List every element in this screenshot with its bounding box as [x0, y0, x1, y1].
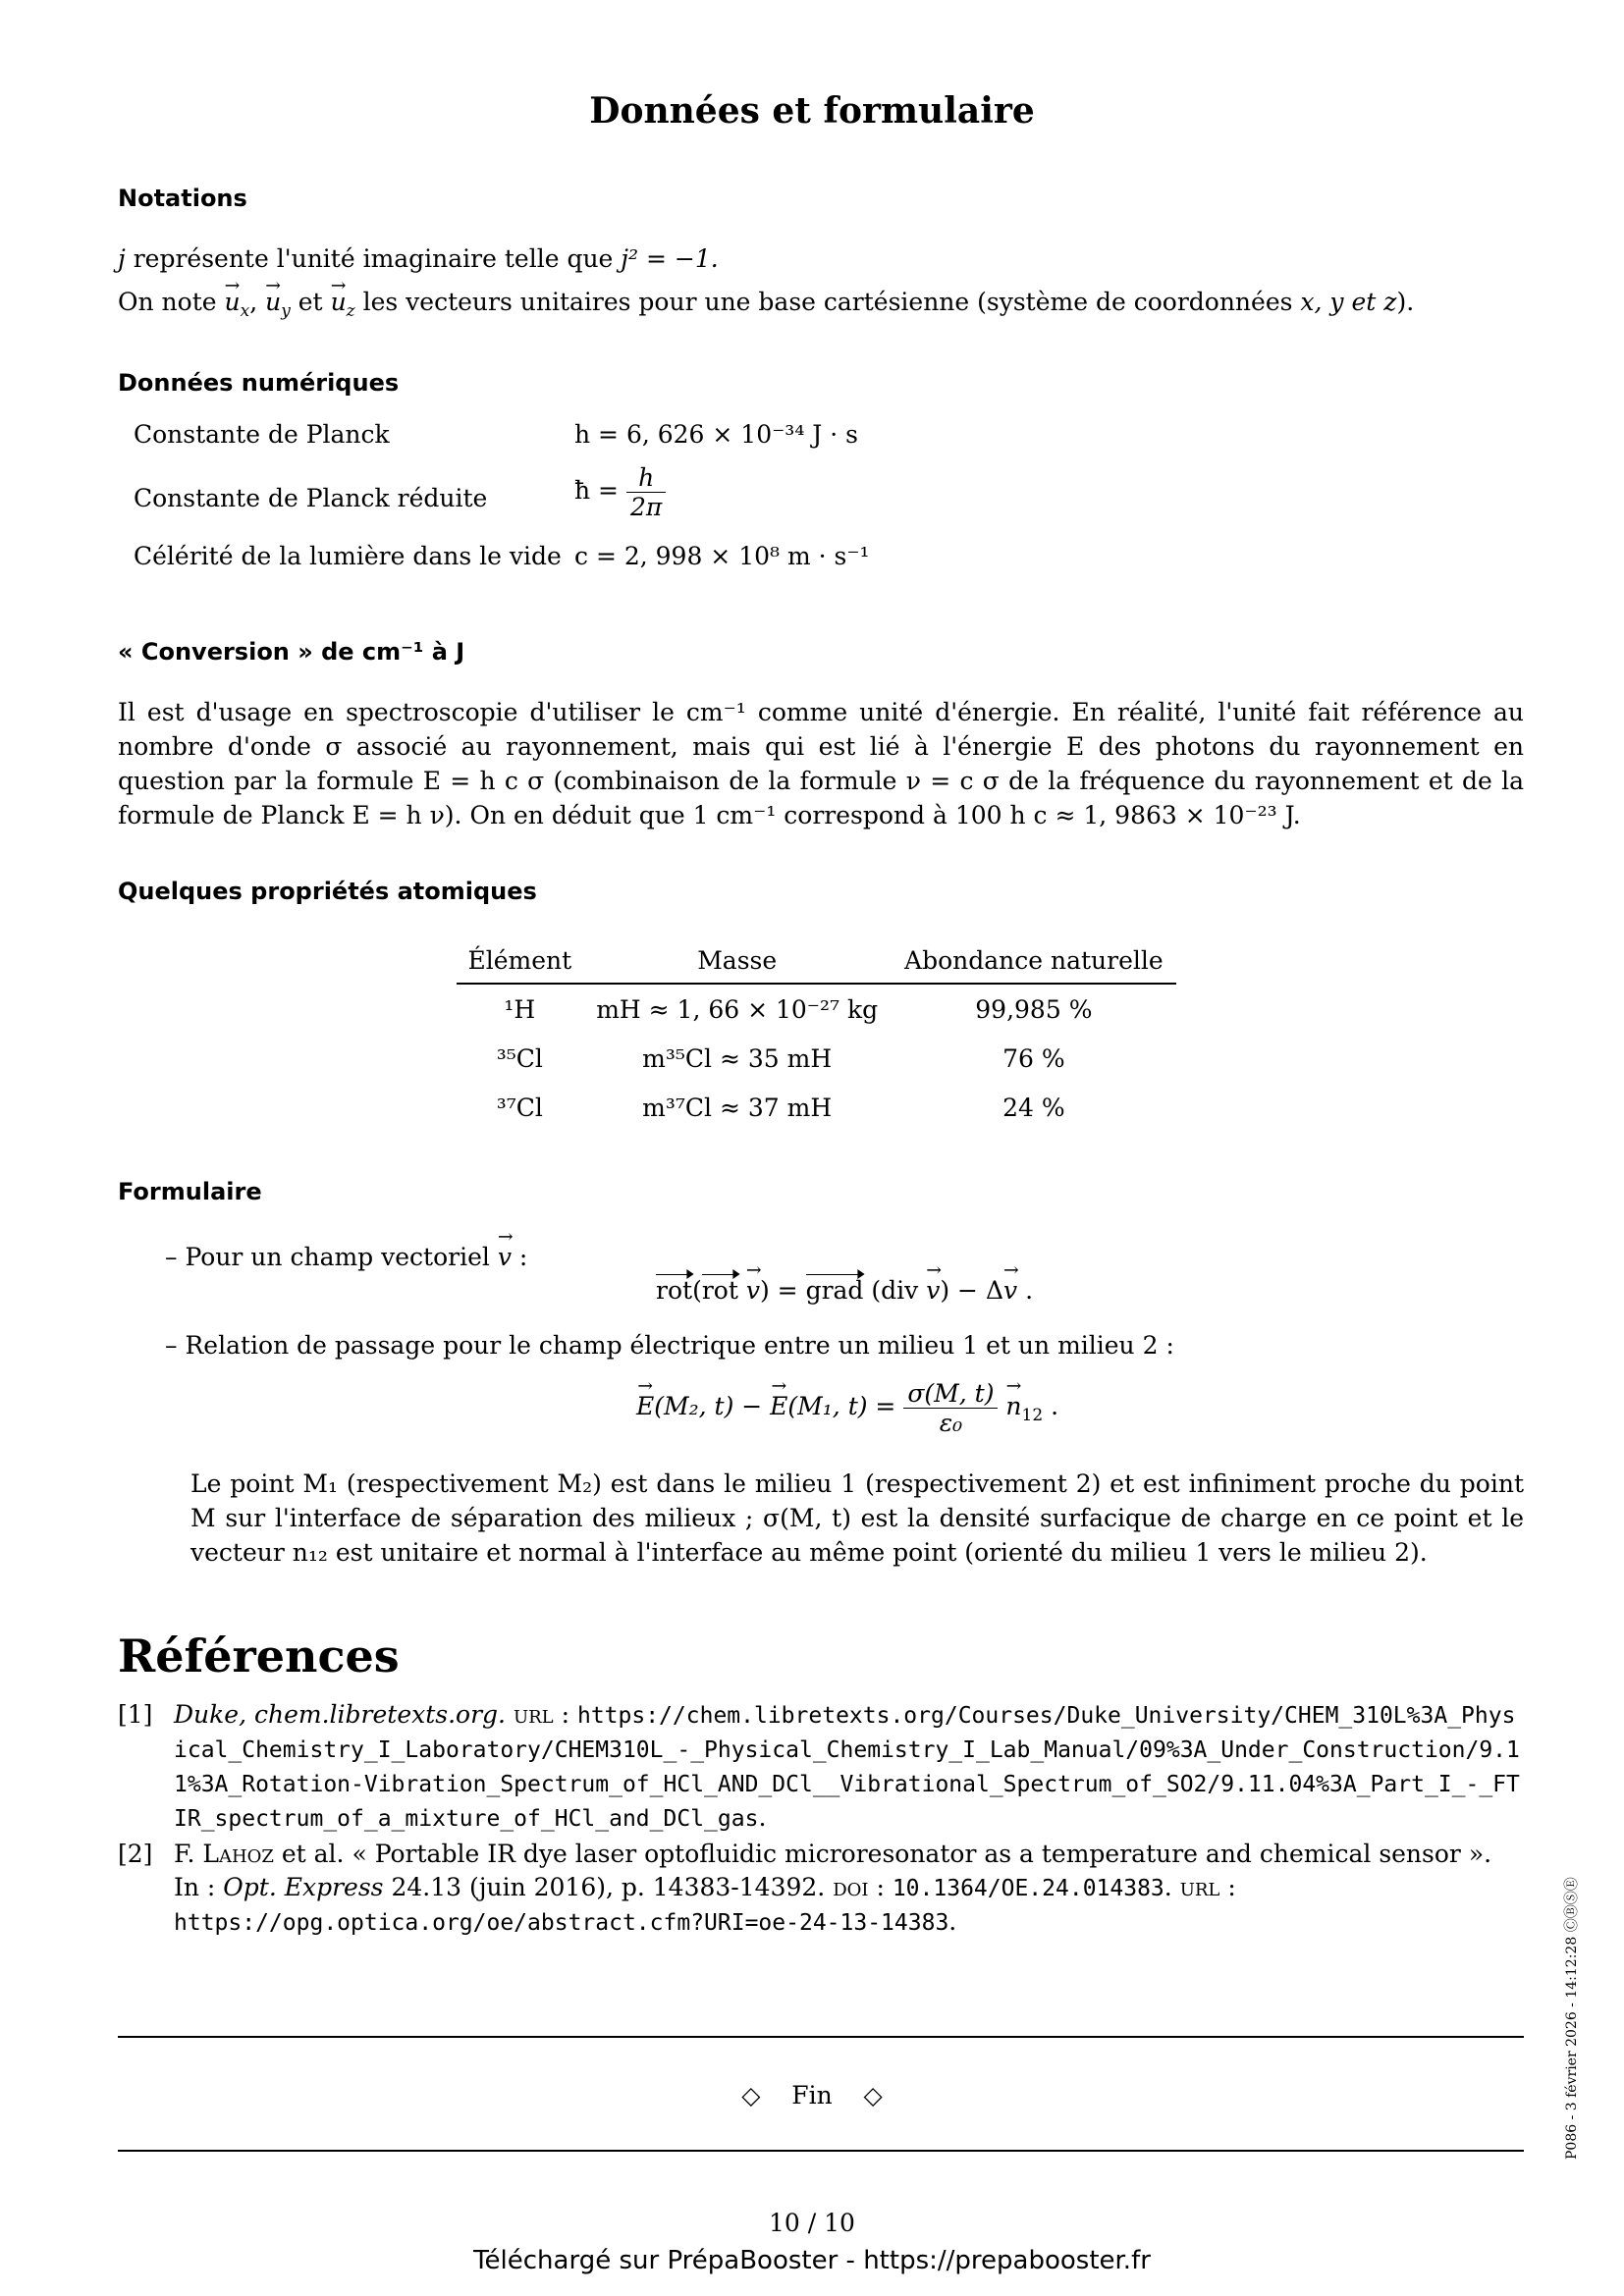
fraction-denominator: ε₀	[939, 1409, 963, 1437]
column-header-abundance: Abondance naturelle	[892, 937, 1176, 984]
boundary-note: Le point M₁ (respectivement M₂) est dans le milieu 1 (respectivement 2) et est infiniment proche du point M sur l'interface de séparation des milieux ; σ(M, t) est la densité surfacique de charge en ce point et le vecteur n₁₂ est unitaire et normal à l'interface au même point (orienté du milieu 1 vers le milieu 2).	[190, 1469, 1524, 1567]
cell-abundance: 99,985 %	[975, 994, 1093, 1024]
reference-1-colon: :	[553, 1700, 577, 1729]
cell-element: ³⁷Cl	[496, 1093, 543, 1122]
page-title: Données et formulaire	[589, 90, 1035, 132]
reduced-planck-label: Constante de Planck réduite	[134, 484, 488, 512]
planck-label: Constante de Planck	[134, 420, 390, 449]
reference-2-author: Lahoz	[202, 1840, 274, 1868]
boundary-formula-m2: (M₂, t) −	[654, 1392, 771, 1420]
page-number: 10 / 10	[769, 2209, 855, 2237]
column-header-element: Élément	[457, 937, 583, 984]
vector-uz: → u	[331, 285, 347, 320]
reference-1-source: Duke, chem.libretexts.org.	[174, 1700, 506, 1729]
bullet-1-colon: :	[511, 1243, 528, 1271]
vector-n: → n	[1005, 1392, 1021, 1420]
table-row	[457, 1034, 1176, 1083]
formulaire-heading: Formulaire	[118, 1178, 262, 1205]
notations-line-2-text: les vecteurs unitaires pour une base cartésienne (système de coordonnées	[354, 288, 1301, 316]
atomic-properties-table	[457, 937, 1176, 1132]
table-row	[457, 984, 1176, 1034]
numeric-data-heading: Données numériques	[118, 369, 400, 397]
column-header-mass: Masse	[583, 937, 892, 984]
atomic-properties-heading: Quelques propriétés atomiques	[118, 878, 537, 905]
div-operator: (div	[871, 1276, 927, 1305]
fraction-denominator: 2π	[629, 493, 663, 521]
cell-mass: m³⁵Cl ≈ 35 mH	[642, 1043, 833, 1073]
reference-2-details: 24.13 (juin 2016), p. 14383-14392.	[383, 1873, 834, 1901]
vector-uy-sub: y	[281, 301, 291, 321]
vector-v: → v	[926, 1276, 940, 1305]
fraction-numerator: h	[626, 463, 666, 493]
conversion-heading: « Conversion » de cm⁻¹ à J	[118, 638, 465, 666]
reference-2-title: et al. « Portable IR dye laser optofluidic microresonator as a temperature and chemical sensor ». In :	[174, 1840, 1492, 1901]
grad-operator: grad	[805, 1276, 864, 1305]
reference-2-url-link[interactable]: https://opg.optica.org/oe/abstract.cfm?URI=oe-24-13-14383	[174, 1910, 949, 1936]
bullet-2-text: Relation de passage pour le champ électrique entre un milieu 1 et un milieu 2 :	[185, 1331, 1174, 1360]
rot-operator-inner: rot	[701, 1276, 738, 1305]
notations-line-1	[118, 241, 719, 277]
reduced-planck-fraction	[626, 463, 666, 521]
reference-1	[174, 1698, 1524, 1836]
reference-2-journal: Opt. Express	[223, 1873, 384, 1901]
reduced-planck-value	[574, 463, 666, 521]
end-marker: ◇ Fin ◇	[741, 2081, 883, 2109]
cell-abundance: 24 %	[1002, 1093, 1065, 1122]
reference-1-end: .	[758, 1803, 767, 1832]
notations-heading: Notations	[118, 185, 247, 212]
reference-2-doi-label: doi	[833, 1873, 869, 1901]
reference-1-url-link[interactable]: https://chem.libretexts.org/Courses/Duke_University/CHEM_310L%3A_Physical_Chemistry_I_Laboratory/CHEM310L_-_Physical_Chemistry_I_Lab_Manual/09%3A_Under_Construction/9.11%3A_Rotation-Vibration_Spectrum_of_HCl_AND_DCl__Vibrational_Spectrum_of_SO2/9.11.04%3A_Part_I_-_FTIR_spectrum_of_a_mixture_of_HCl_and_DCl_gas	[174, 1703, 1520, 1832]
vector-v: → v	[1003, 1276, 1017, 1305]
notations-line-2: On note → $u_x$, → $u_y$ et → $u_z$ les vecteurs unitaires pour une base cartésienne (système de coordonnées x, y et z).	[118, 285, 1414, 329]
light-speed-label: Célérité de la lumière dans le vide	[134, 542, 562, 570]
table-row	[457, 1083, 1176, 1132]
cc-license-icon: ⒸⒷⓈⒺ	[1564, 1877, 1580, 1933]
reference-2-number: [2]	[118, 1840, 153, 1868]
var-j: j	[118, 244, 126, 273]
divider-top	[118, 2036, 1524, 2038]
vector-n-sub: 12	[1021, 1406, 1044, 1425]
reduced-planck-lhs: ħ =	[574, 476, 626, 505]
bullet-item-boundary-relation: – Relation de passage pour le champ électrique entre un milieu 1 et un milieu 2 :	[165, 1331, 1174, 1360]
vector-uz-sub: z	[346, 301, 355, 321]
notations-line-1-text: représente l'unité imaginaire telle que	[125, 244, 622, 273]
boundary-fraction	[903, 1379, 998, 1437]
cell-element: ³⁵Cl	[496, 1043, 543, 1073]
reference-2-url-label: url	[1179, 1873, 1220, 1901]
reference-2-doi-link[interactable]: 10.1364/OE.24.014383	[892, 1876, 1164, 1901]
notations-line-2-et: et	[290, 288, 331, 316]
notations-line-2-vars: x, y et z	[1300, 288, 1397, 316]
cell-mass: m³⁷Cl ≈ 37 mH	[642, 1093, 833, 1122]
side-stamp-text: P086 - 3 février 2026 - 14:12:28	[1564, 1936, 1580, 2160]
boundary-formula-m1: (M₁, t) =	[787, 1392, 904, 1420]
vector-uy: → u	[265, 285, 281, 320]
reference-2-author-prefix: F.	[174, 1840, 203, 1868]
notations-line-1-equation: j² = −1.	[621, 244, 719, 273]
vector-E: → E	[636, 1392, 654, 1420]
vector-v: → v	[746, 1276, 760, 1305]
notations-line-2-end: ).	[1396, 288, 1415, 316]
reference-2-end: .	[948, 1907, 957, 1936]
vector-ux-sub: x	[240, 301, 250, 321]
divider-bottom	[118, 2150, 1524, 2152]
rot-rot-formula: rot(rot → v) = grad (div → v) − Δ→ v .	[656, 1276, 1033, 1305]
fraction-numerator: σ(M, t)	[903, 1379, 998, 1409]
side-stamp	[1561, 1877, 1581, 2160]
cell-mass: mH ≈ 1, 66 × 10⁻²⁷ kg	[596, 994, 879, 1024]
conversion-paragraph: Il est d'usage en spectroscopie d'utiliser le cm⁻¹ comme unité d'énergie. En réalité, l'unité fait référence au nombre d'onde σ associé au rayonnement, mais qui est lié à l'énergie E des photons du rayonnement en question par la formule E = h c σ (combinaison de la formule ν = c σ de la fréquence du rayonnement et de la formule de Planck E = h ν). On en déduit que 1 cm⁻¹ correspond à 100 h c ≈ 1, 9863 × 10⁻²³ J.	[118, 698, 1524, 829]
vector-ux: → u	[224, 285, 240, 320]
laplacian-term: ) − Δ	[940, 1276, 1004, 1305]
reference-1-number: [1]	[118, 1700, 153, 1729]
light-speed-value: c = 2, 998 × 10⁸ m · s⁻¹	[574, 542, 870, 570]
reference-2: F. Lahoz et al. « Portable IR dye laser optofluidic microresonator as a temperature and chemical sensor ». In : Opt. Express 24.13 (juin 2016), p. 14383-14392. doi : 10.1364/OE.24.014383. url : https://opg.optica.org/oe/abstract.cfm?URI=oe-24-13-14383.	[174, 1840, 1492, 1936]
download-footer: Téléchargé sur PrépaBooster - https://prepabooster.fr	[473, 2246, 1151, 2275]
vector-E: → E	[770, 1392, 787, 1420]
bullet-1-text: Pour un champ vectoriel	[185, 1243, 490, 1271]
notations-line-2-prefix: On note	[118, 288, 225, 316]
references-heading: Références	[118, 1629, 400, 1682]
planck-value: h = 6, 626 × 10⁻³⁴ J · s	[574, 420, 858, 449]
cell-element: ¹H	[504, 994, 536, 1024]
rot-operator: rot	[656, 1276, 693, 1305]
bullet-item-vector-field: – Pour un champ vectoriel → v :	[165, 1243, 527, 1271]
cell-abundance: 76 %	[1002, 1043, 1065, 1073]
boundary-formula: → E(M₂, t) − → E(M₁, t) = $\frac{\sigma(M, t)}{\text{ε₀}}$ → $n_{12}$ .	[636, 1379, 1058, 1437]
reference-1-url-label: url	[513, 1700, 554, 1729]
vector-v: → v	[498, 1243, 512, 1271]
